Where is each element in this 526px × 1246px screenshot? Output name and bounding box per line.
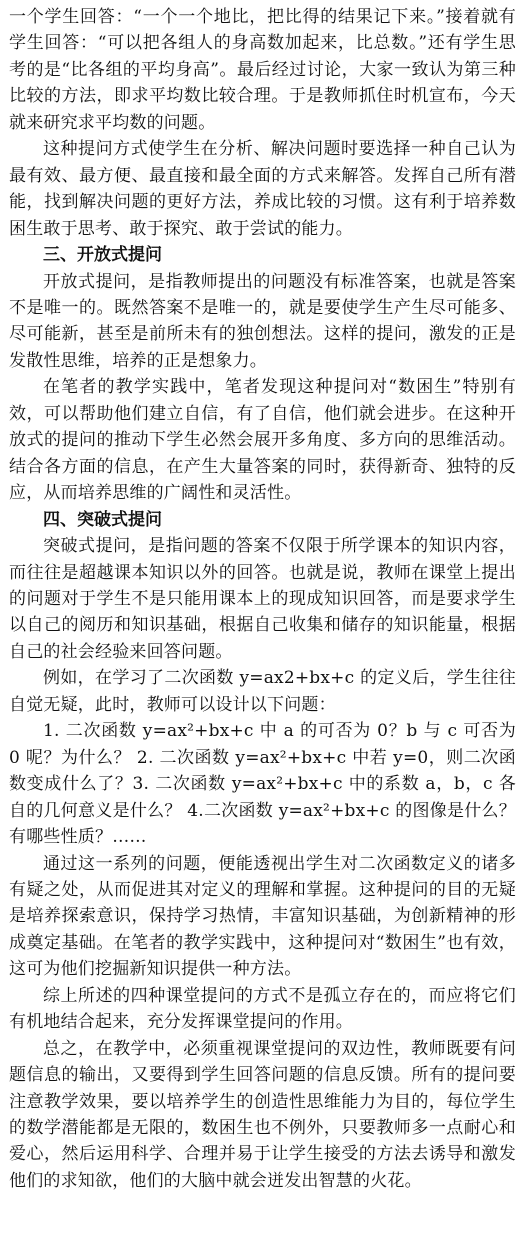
section-heading: 三、开放式提问 <box>43 245 162 266</box>
paragraph: 综上所述的四种课堂提问的方式不是孤立存在的，而应将它们有机地结合起来，充分发挥课堂提问的作用。 <box>9 985 516 1033</box>
paragraph: 突破式提问，是指问题的答案不仅限于所学课本的知识内容，而往往是超越课本知识以外的回答。也就是说，教师在课堂上提出的问题对于学生不是只能用课本上的现成知识回答，而是要求学生以自己的阅历和知识基础，根据自己收集和储存的知识能量，根据自己的社会经验来回答问题。 <box>9 536 516 662</box>
paragraph: 在笔者的教学实践中，笔者发现这种提问对“数困生”特别有效，可以帮助他们建立自信，有了自信，他们就会进步。在这种开放式的提问的推动下学生必然会展开多角度、多方向的思维活动。结合各方面的信息，在产生大量答案的同时，获得新奇、独特的反应，从而培养思维的广阔性和灵活性。 <box>9 377 516 504</box>
paragraph: 开放式提问，是指教师提出的问题没有标准答案，也就是答案不是唯一的。既然答案不是唯一的，就是要使学生产生尽可能多、尽可能新，甚至是前所未有的独创想法。这样的提问，激发的正是发散性思维，培养的正是想象力。 <box>9 271 516 371</box>
paragraph: 这种提问方式使学生在分析、解决问题时要选择一种自己认为最有效、最方便、最直接和最全面的方式来解答。发挥自己所有潜能，找到解决问题的更好方法，养成比较的习惯。这有利于培养数困生敢于思考、敢于探究、敢于尝试的能力。 <box>9 139 516 239</box>
paragraph: 通过这一系列的问题，便能透视出学生对二次函数定义的诸多有疑之处，从而促进其对定义的理解和掌握。这种提问的目的无疑是培养探索意识，保持学习热情，丰富知识基础，为创新精神的形成奠定基础。在笔者的教学实践中，这种提问对“数困生”也有效，这可为他们挖掘新知识提供一种方法。 <box>9 853 516 980</box>
paragraph: 一个学生回答：“一个一个地比，把比得的结果记下来。”接着就有学生回答：“可以把各组人的身高数加起来，比总数。”还有学生思考的是“比各组的平均身高”。最后经过讨论，大家一致认为第三种比较的方法，即求平均数比较合理。于是教师抓住时机宣布，今天就来研究求平均数的问题。 <box>9 7 516 133</box>
paragraph: 总之，在教学中，必须重视课堂提问的双边性，教师既要有问题信息的输出，又要得到学生回答问题的信息反馈。所有的提问要注意教学效果，要以培养学生的创造性思维能力为目的，每位学生的数学潜能都是无限的，数困生也不例外，只要教师多一点耐心和爱心，然后运用科学、合理并易于让学生接受的方法去诱导和激发他们的求知欲，他们的大脑中就会迸发出智慧的火花。 <box>9 1038 516 1191</box>
paragraph: 1. 二次函数 y=ax²+bx+c 中 a 的可否为 0？b 与 c 可否为 0 呢？为什么？ 2. 二次函数 y=ax²+bx+c 中若 y=0，则二次函数变成什么了？3. 二次函数 y=ax²+bx+c 中的系数 a，b，c 各自的几何意义是什么？ 4.二次函数 y=ax²+bx+c 的图像是什么？有哪些性质？…… <box>9 721 516 848</box>
paragraph: 例如，在学习了二次函数 y=ax2+bx+c 的定义后，学生往往自觉无疑，此时，教师可以设计以下问题： <box>9 668 516 715</box>
section-heading: 四、突破式提问 <box>43 509 162 530</box>
